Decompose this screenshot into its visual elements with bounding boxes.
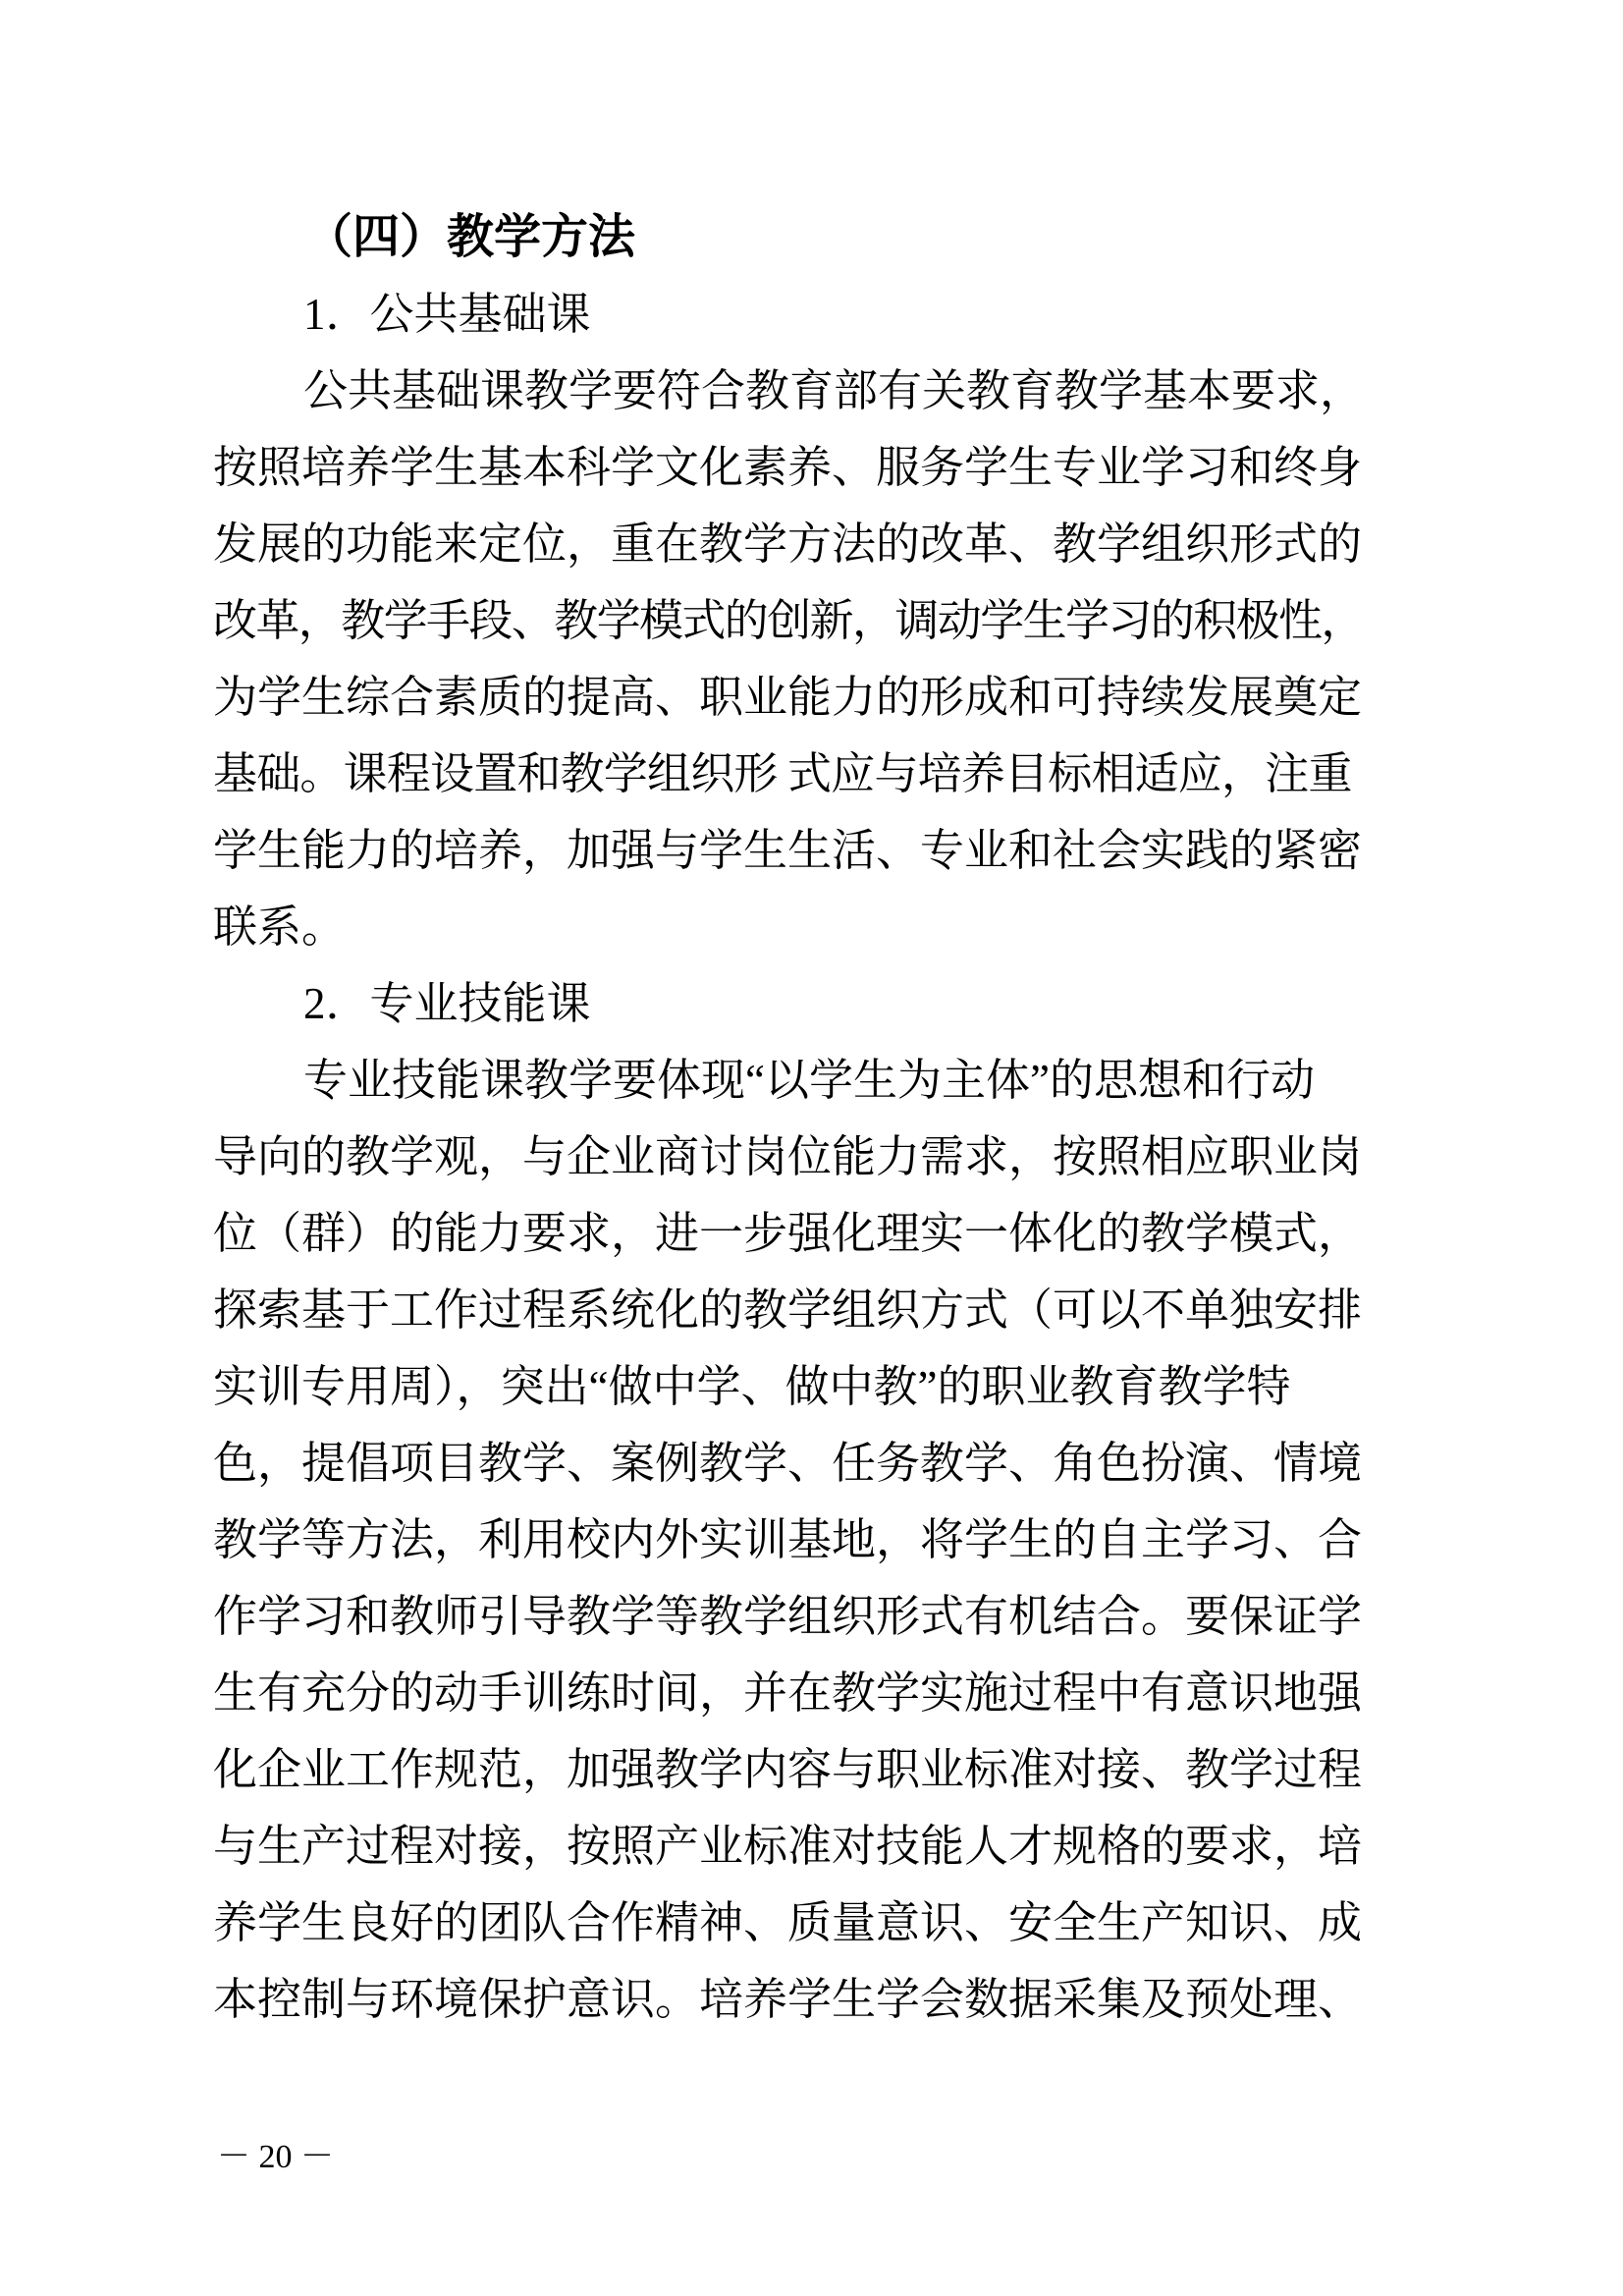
section-heading: （四）教学方法	[305, 211, 636, 263]
paragraph-2-line: 生有充分的动手训练时间，并在教学实施过程中有意识地强	[213, 1668, 1363, 1718]
paragraph-2-line: 导向的教学观，与企业商讨岗位能力需求，按照相应职业岗	[213, 1132, 1363, 1181]
paragraph-1-line: 发展的功能来定位，重在教学方法的改革、教学组织形式的	[213, 519, 1363, 569]
subsection-2-heading: 2．专业技能课	[303, 979, 591, 1028]
paragraph-1-line: 基础。课程设置和教学组织形 式应与培养目标相适应，注重	[213, 749, 1352, 798]
paragraph-1-line: 公共基础课教学要符合教育部有关教育教学基本要求，	[303, 366, 1365, 415]
paragraph-1-line: 联系。	[213, 902, 347, 952]
paragraph-1-line: 改革，教学手段、教学模式的创新，调动学生学习的积极性，	[213, 596, 1364, 645]
paragraph-1-line: 为学生综合素质的提高、职业能力的形成和可持续发展奠定	[213, 673, 1363, 722]
paragraph-2-line: 与生产过程对接，按照产业标准对技能人才规格的要求，培	[213, 1822, 1363, 1871]
paragraph-2-line: 专业技能课教学要体现“以学生为主体”的思想和行动	[303, 1056, 1315, 1105]
document-content	[213, 199, 1364, 2038]
paragraph-2-line: 作学习和教师引导教学等教学组织形式有机结合。要保证学	[213, 1592, 1363, 1641]
paragraph-2-line: 位（群）的能力要求，进一步强化理实一体化的教学模式，	[213, 1209, 1363, 1258]
page-number: － 20 －	[217, 2139, 334, 2175]
paragraph-2-line: 色，提倡项目教学、案例教学、任务教学、角色扮演、情境	[213, 1439, 1363, 1488]
paragraph-1-line: 学生能力的培养，加强与学生生活、专业和社会实践的紧密	[213, 826, 1363, 875]
paragraph-1-line: 按照培养学生基本科学文化素养、服务学生专业学习和终身	[213, 443, 1363, 492]
subsection-1-heading: 1．公共基础课	[303, 290, 591, 339]
paragraph-2-line: 教学等方法，利用校内外实训基地，将学生的自主学习、合	[213, 1515, 1363, 1564]
paragraph-2-line: 养学生良好的团队合作精神、质量意识、安全生产知识、成	[213, 1898, 1363, 1947]
paragraph-2-line: 化企业工作规范，加强教学内容与职业标准对接、教学过程	[213, 1745, 1363, 1794]
paragraph-2-line: 探索基于工作过程系统化的教学组织方式（可以不单独安排	[213, 1285, 1363, 1335]
paragraph-2-line: 实训专用周），突出“做中学、做中教”的职业教育教学特	[213, 1362, 1291, 1411]
paragraph-2-line: 本控制与环境保护意识。培养学生学会数据采集及预处理、	[213, 1975, 1363, 2024]
